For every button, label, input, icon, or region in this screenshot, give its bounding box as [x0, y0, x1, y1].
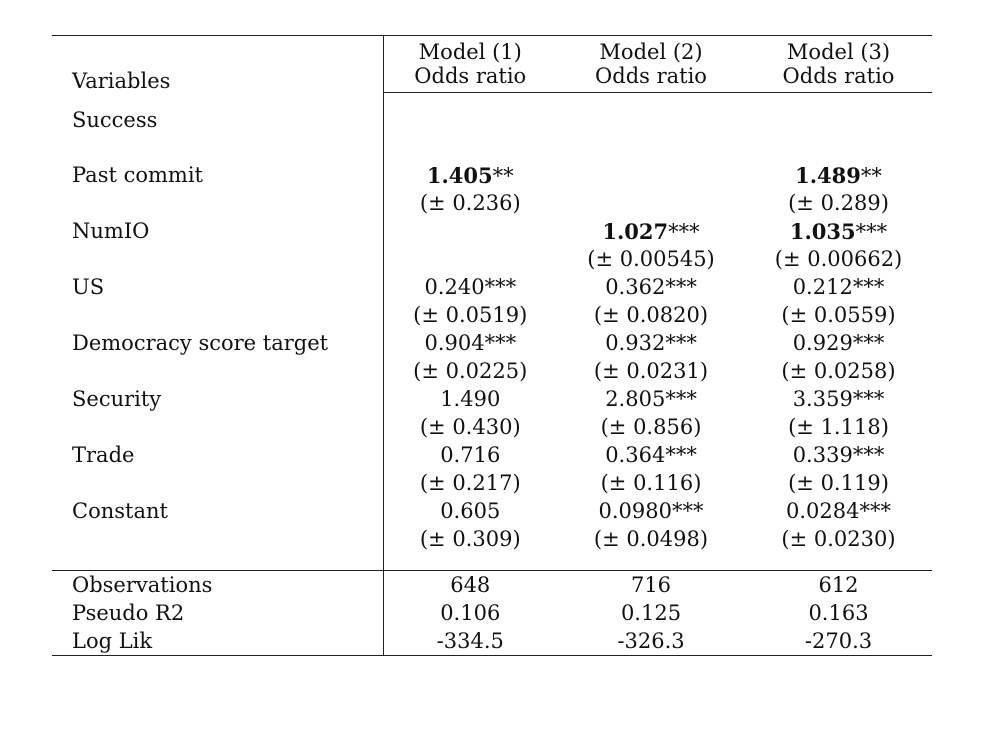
estimate-cell: [745, 441, 932, 469]
row-label-blank: [52, 189, 383, 217]
table-row-se: [52, 469, 932, 497]
estimate-value: 3.359: [792, 387, 853, 411]
std-error-cell: (± 0.0559): [781, 303, 896, 327]
estimate-value: 0.932: [605, 331, 666, 355]
stats-label: Observations: [52, 571, 383, 600]
estimate-value: 2.805: [605, 387, 666, 411]
stats-label: Pseudo R2: [52, 599, 383, 627]
std-error-cell: (± 0.236): [419, 191, 521, 215]
estimate-cell: [383, 273, 557, 301]
stats-label: Log Lik: [52, 627, 383, 656]
stats-value: 0.125: [620, 601, 682, 625]
estimate-value: 0.0980: [598, 499, 672, 523]
table-row-se: [52, 357, 932, 385]
table-body: [52, 93, 932, 571]
significance-stars: ***: [665, 275, 697, 299]
row-label-blank: [52, 469, 383, 497]
std-error-cell: (± 0.00662): [774, 247, 903, 271]
estimate-cell: [745, 385, 932, 413]
estimate-value: 1.027: [602, 218, 669, 244]
std-error-cell: (± 0.217): [419, 471, 521, 495]
row-label-blank: [52, 525, 383, 553]
row-label: NumIO: [52, 217, 383, 245]
stats-value: -270.3: [745, 627, 932, 656]
estimate-cell: [745, 329, 932, 357]
significance-stars: ***: [484, 331, 517, 355]
estimate-value: 0.929: [792, 331, 853, 355]
std-error-cell: (± 0.119): [788, 471, 889, 495]
spacer: [52, 135, 383, 161]
estimate-cell: [557, 497, 745, 525]
spacer: [52, 93, 383, 106]
estimate-cell: [557, 385, 745, 413]
estimate-value: 0.339: [792, 443, 853, 467]
std-error-cell: (± 0.0498): [593, 527, 709, 551]
header-model-2-sub: Odds ratio: [557, 64, 745, 93]
estimate-value: 1.035: [789, 218, 856, 244]
header-model-3: Model (3): [745, 36, 932, 65]
table-row: [52, 497, 932, 525]
row-label: Past commit: [52, 161, 383, 189]
table-row-se: [52, 301, 932, 329]
std-error-cell: (± 0.856): [600, 415, 702, 439]
table-row: [52, 441, 932, 469]
estimate-cell: [745, 497, 932, 525]
table-row-se: [52, 245, 932, 273]
estimate-cell: [557, 273, 745, 301]
std-error-cell: (± 0.430): [419, 415, 521, 439]
header-model-2: Model (2): [557, 36, 745, 65]
estimate-value: 0.716: [440, 443, 501, 467]
row-label: Security: [52, 385, 383, 413]
table-row-se: [52, 525, 932, 553]
significance-stars: **: [860, 163, 882, 188]
std-error-cell: [383, 245, 557, 273]
header-model-1-sub: Odds ratio: [383, 64, 557, 93]
table-row: [52, 329, 932, 357]
estimate-value: 1.490: [440, 387, 501, 411]
std-error-cell: (± 0.0231): [593, 359, 709, 383]
significance-stars: ***: [665, 331, 697, 355]
estimate-cell: [383, 497, 557, 525]
stats-value: 716: [557, 571, 745, 600]
estimate-value: 0.212: [792, 275, 853, 299]
std-error-cell: (± 0.00545): [587, 247, 715, 271]
std-error-cell: (± 0.289): [788, 191, 889, 215]
estimate-cell: [383, 441, 557, 469]
estimate-cell: [745, 273, 932, 301]
header-variables: Variables: [52, 36, 383, 93]
table-row: [52, 161, 932, 189]
estimate-value: 1.489: [795, 162, 861, 188]
stats-value: -334.5: [383, 627, 557, 656]
table-row: [52, 273, 932, 301]
significance-stars: ***: [852, 387, 885, 411]
estimate-cell: [557, 329, 745, 357]
row-label: US: [52, 273, 383, 301]
table-row: [52, 217, 932, 245]
estimate-cell: [745, 161, 932, 189]
estimate-cell: [383, 385, 557, 413]
section-label: Success: [52, 105, 383, 135]
significance-stars: ***: [484, 275, 517, 299]
estimate-value: 0.362: [605, 275, 666, 299]
table-row: [52, 385, 932, 413]
std-error-cell: [557, 189, 745, 217]
significance-stars: **: [492, 163, 514, 188]
table-header: [52, 36, 932, 93]
row-label-blank: [52, 357, 383, 385]
estimate-cell: [383, 329, 557, 357]
std-error-cell: (± 0.309): [419, 527, 521, 551]
stats-value: 0.106: [440, 601, 501, 625]
estimate-cell: [557, 161, 745, 189]
std-error-cell: (± 1.118): [788, 415, 889, 439]
stats-row: [52, 571, 932, 600]
std-error-cell: (± 0.0258): [781, 359, 896, 383]
significance-stars: ***: [852, 275, 885, 299]
row-label: Trade: [52, 441, 383, 469]
table-row-se: [52, 413, 932, 441]
estimate-value: 0.904: [424, 331, 485, 355]
significance-stars: ***: [855, 219, 888, 244]
significance-stars: ***: [668, 219, 700, 244]
significance-stars: ***: [671, 499, 704, 523]
std-error-cell: (± 0.116): [600, 471, 702, 495]
estimate-value: 0.364: [605, 443, 666, 467]
estimate-cell: [383, 161, 557, 189]
stats-value: -326.3: [557, 627, 745, 656]
header-model-1: Model (1): [383, 36, 557, 65]
row-label: Constant: [52, 497, 383, 525]
regression-table-container: [52, 35, 932, 656]
stats-row: [52, 599, 932, 627]
stats-row: [52, 627, 932, 656]
significance-stars: ***: [665, 387, 697, 411]
std-error-cell: (± 0.0519): [413, 303, 528, 327]
estimate-value: 0.0284: [786, 499, 860, 523]
std-error-cell: (± 0.0230): [781, 527, 896, 551]
std-error-cell: (± 0.0820): [593, 303, 709, 327]
estimate-cell: [557, 441, 745, 469]
significance-stars: ***: [852, 443, 885, 467]
stats-value: 612: [745, 571, 932, 600]
estimate-cell: [745, 217, 932, 245]
estimate-cell: [557, 217, 745, 245]
table-row-se: [52, 189, 932, 217]
significance-stars: ***: [852, 331, 885, 355]
spacer: [52, 553, 383, 571]
row-label-blank: [52, 413, 383, 441]
row-label-blank: [52, 301, 383, 329]
stats-value: 648: [383, 571, 557, 600]
row-label: Democracy score target: [52, 329, 383, 357]
table-stats: [52, 571, 932, 656]
row-label-blank: [52, 245, 383, 273]
estimate-value: 1.405: [426, 162, 493, 188]
significance-stars: ***: [859, 499, 891, 523]
estimate-cell: [383, 217, 557, 245]
significance-stars: ***: [665, 443, 697, 467]
stats-value: 0.163: [808, 601, 869, 625]
regression-table: [52, 35, 932, 656]
header-model-3-sub: Odds ratio: [745, 64, 932, 93]
estimate-value: 0.240: [424, 275, 485, 299]
std-error-cell: (± 0.0225): [413, 359, 528, 383]
estimate-value: 0.605: [440, 499, 501, 523]
